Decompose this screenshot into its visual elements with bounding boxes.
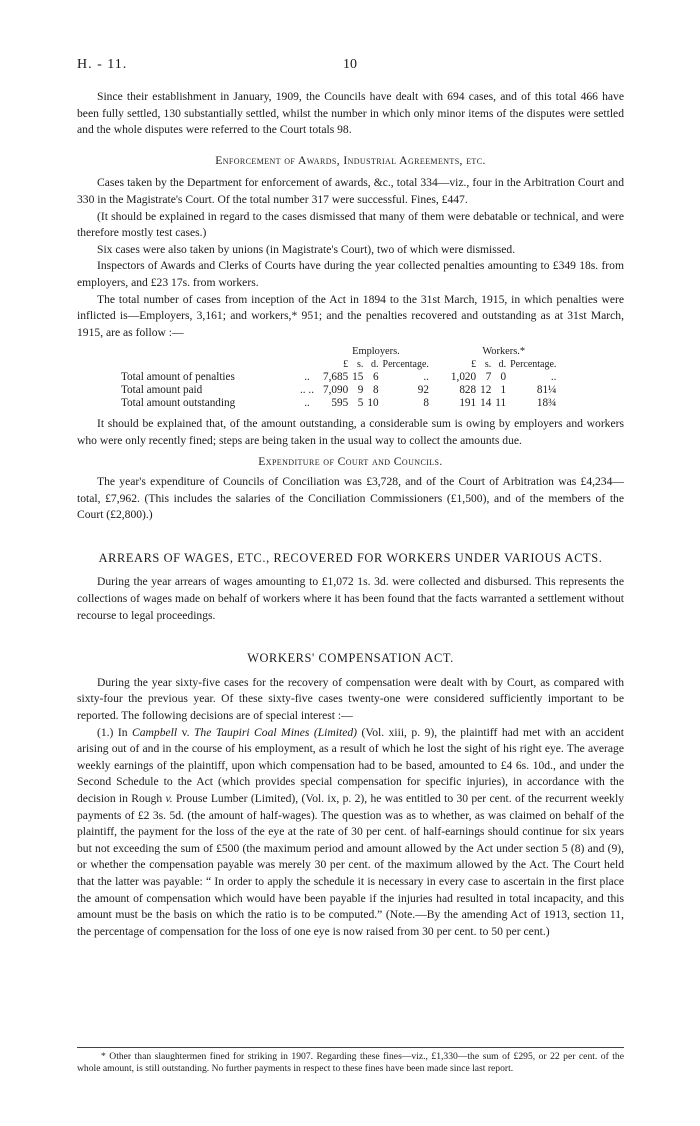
cell-w-pence: 11 bbox=[495, 397, 507, 410]
intro-paragraph: Since their establishment in January, 1909, the Councils have dealt with 694 cases, and of this total 466 have been fully settled, 130 substantially settled, whilst the number in which only minor items of the disputes were settled and the whole disputes were referred to the Court totals 98. bbox=[77, 90, 624, 137]
cell-e-shillings: 15 bbox=[352, 371, 364, 384]
cell-w-pounds: 1,020 bbox=[450, 371, 477, 384]
case-versus: v. bbox=[177, 725, 194, 739]
enforcement-paragraph-3: Six cases were also taken by unions (in Magistrate's Court), two of which were dismissed. bbox=[97, 242, 516, 256]
case-versus-italic: v. bbox=[165, 792, 173, 805]
arrears-paragraph: During the year arrears of wages amounting to £1,072 1s. 3d. were collected and disbursed. This represents the collections of wages made on behalf of workers where it has been found that the facts warranted a settlement without recourse to legal proceedings. bbox=[77, 575, 624, 622]
cell-w-percentage: .. bbox=[550, 371, 557, 384]
table-row bbox=[77, 384, 558, 397]
case-defendant: The Taupiri Coal Mines (Limited) bbox=[193, 725, 357, 739]
cell-e-pence: 6 bbox=[372, 371, 379, 384]
expenditure-heading: Expenditure of Court and Councils. bbox=[258, 454, 443, 468]
cell-e-pounds: 7,685 bbox=[323, 371, 349, 384]
after-table-paragraph: It should be explained that, of the amount outstanding, a considerable sum is owing by employers and workers who were only recently fined; steps are being taken in the usual way to collect the amounts due. bbox=[77, 417, 624, 447]
cell-w-pence: 0 bbox=[500, 371, 507, 384]
sub-header-e-shillings: s. bbox=[356, 359, 364, 371]
arrears-heading: ARREARS OF WAGES, ETC., RECOVERED FOR WORKERS UNDER VARIOUS ACTS. bbox=[98, 550, 603, 565]
cell-w-pounds: 828 bbox=[459, 384, 477, 397]
cell-e-pounds: 595 bbox=[331, 397, 349, 410]
page-number: 10 bbox=[343, 57, 357, 72]
workers-compensation-heading: WORKERS' COMPENSATION ACT. bbox=[247, 651, 454, 666]
row-leader-dots: .. .. bbox=[300, 384, 314, 397]
expenditure-paragraph: The year's expenditure of Councils of Conciliation was £3,728, and of the Court of Arbitration was £4,234—total, £7,962. (This includes the salaries of the Conciliation Commissioners (£1,500), and of the members of the Court (£2,800).) bbox=[77, 475, 624, 522]
enforcement-paragraph-1: Cases taken by the Department for enforcement of awards, &c., total 334—viz., four in the Arbitration Court and 330 in the Magistrate's Court. Of the total number 317 were successful. Fines, £447. bbox=[77, 176, 624, 206]
cell-w-percentage: 81¼ bbox=[536, 384, 557, 397]
page-body bbox=[77, 89, 624, 940]
sub-header-w-pounds: £ bbox=[471, 359, 477, 371]
row-leader-dots: .. bbox=[304, 397, 310, 410]
workers-group-header: Workers.* bbox=[482, 346, 526, 358]
footnote: * Other than slaughtermen fined for striking in 1907. Regarding these fines—viz., £1,330—the sum of £295, or 22 per cent. of the whole amount, is still outstanding. No further payments in respect to these fines have been made since last report. bbox=[77, 1051, 624, 1074]
enforcement-heading: Enforcement of Awards, Industrial Agreements, etc. bbox=[215, 153, 486, 167]
enforcement-paragraph-5: The total number of cases from inception of the Act in 1894 to the 31st March, 1915, in which penalties were inflicted is—Employers, 3,161; and workers,* 951; and the penalties recovered and outstanding as at 31st March, 1915, are as follow :— bbox=[77, 292, 624, 339]
sub-header-w-shillings: s. bbox=[484, 359, 492, 371]
cell-e-shillings: 5 bbox=[357, 397, 364, 410]
cell-w-pence: 1 bbox=[500, 384, 507, 397]
cell-w-shillings: 14 bbox=[480, 397, 492, 410]
row-label: Total amount of penalties bbox=[121, 371, 235, 384]
penalty-table-sub-header-row bbox=[77, 358, 558, 371]
table-row bbox=[77, 371, 558, 384]
case-text-a: (Vol. xiii, p. 9), the plaintiff had met with an accident arising out of and in the course of his employment, as a result of which he lost the sight of his right eye. The average weekly earnings of the plaintiff, upon which compensation had to be based, amounted to £4 6s. 10d., and under the Second Schedule to the Act (which provides special compensation for specific injuries), in accordance with the decision in Rough bbox=[77, 725, 624, 805]
cell-w-shillings: 12 bbox=[480, 384, 492, 397]
sub-header-e-pence: d. bbox=[371, 359, 379, 371]
enforcement-paragraph-2: (It should be explained in regard to the cases dismissed that many of them were debatable or technical, and were therefore mostly test cases.) bbox=[77, 209, 624, 240]
footnote-rule bbox=[77, 1047, 624, 1048]
sub-header-w-pence: d. bbox=[498, 359, 507, 371]
cell-e-pence: 10 bbox=[367, 397, 379, 410]
row-label: Total amount outstanding bbox=[121, 397, 236, 410]
cell-w-pounds: 191 bbox=[459, 397, 477, 410]
sub-header-e-percentage: Percentage. bbox=[382, 359, 429, 371]
cell-e-pence: 8 bbox=[372, 384, 379, 397]
case-prefix: (1.) In bbox=[97, 725, 133, 739]
penalty-table-group-header-row bbox=[77, 345, 558, 358]
case-campbell-paragraph bbox=[77, 725, 624, 941]
case-plaintiff: Campbell bbox=[132, 725, 178, 739]
cell-e-shillings: 9 bbox=[357, 384, 364, 397]
sub-header-w-percentage: Percentage. bbox=[510, 359, 557, 371]
cell-w-shillings: 7 bbox=[485, 371, 492, 384]
enforcement-paragraph-4: Inspectors of Awards and Clerks of Courts have during the year collected penalties amounting to £349 18s. from employers, and £23 17s. from workers. bbox=[77, 259, 624, 289]
cell-e-percentage: .. bbox=[423, 371, 429, 384]
penalty-table bbox=[77, 345, 558, 410]
table-row bbox=[77, 397, 558, 410]
workers-compensation-paragraph-1: During the year sixty-five cases for the recovery of compensation were dealt with by Court, as compared with sixty-four the previous year. Of these sixty-five cases twenty-one were considered sufficiently important to be reported. The following decisions are of special interest :— bbox=[77, 675, 624, 723]
penalty-table-wrap bbox=[77, 345, 624, 410]
row-leader-dots: .. bbox=[304, 371, 310, 384]
cell-e-percentage: 92 bbox=[417, 384, 429, 397]
sub-header-e-pounds: £ bbox=[343, 359, 349, 371]
case-text-b: Prouse Lumber (Limited), (Vol. ix, p. 2), he was entitled to 30 per cent. of the recurrent weekly payments of £2 3s. 5d. (the amount of half-wages). The question was as to whether, as was claimed on behalf of the plaintiff, the payment for the loss of the eye at the rate of 30 per cent. of half-earnings should continue for six years but not exceeding the sum of £500 (the maximum period and amount allowed by the Act under section 5 (8) and (9), or whether the compensation payable was merely 30 per cent. of the maximum allowed by the Act. The Court held that the latter was payable: “ In order to apply the schedule it is necessary in every case to ascertain in the first place the amount of compensation which would have been payable if the injuries had resulted in total incapacity, and this amount must be the basis on which the ratio is to be computed.” (Note.—By the amending Act of 1913, section 11, the percentage of compensation for the loss of one eye is now raised from 30 per cent. to 50 per cent.) bbox=[77, 792, 624, 938]
running-head: H. - 11. bbox=[77, 57, 128, 72]
employers-group-header: Employers. bbox=[352, 346, 400, 358]
cell-e-pounds: 7,090 bbox=[323, 384, 349, 397]
cell-e-percentage: 8 bbox=[423, 397, 429, 410]
row-label: Total amount paid bbox=[121, 384, 203, 397]
cell-w-percentage: 18¾ bbox=[536, 397, 557, 410]
